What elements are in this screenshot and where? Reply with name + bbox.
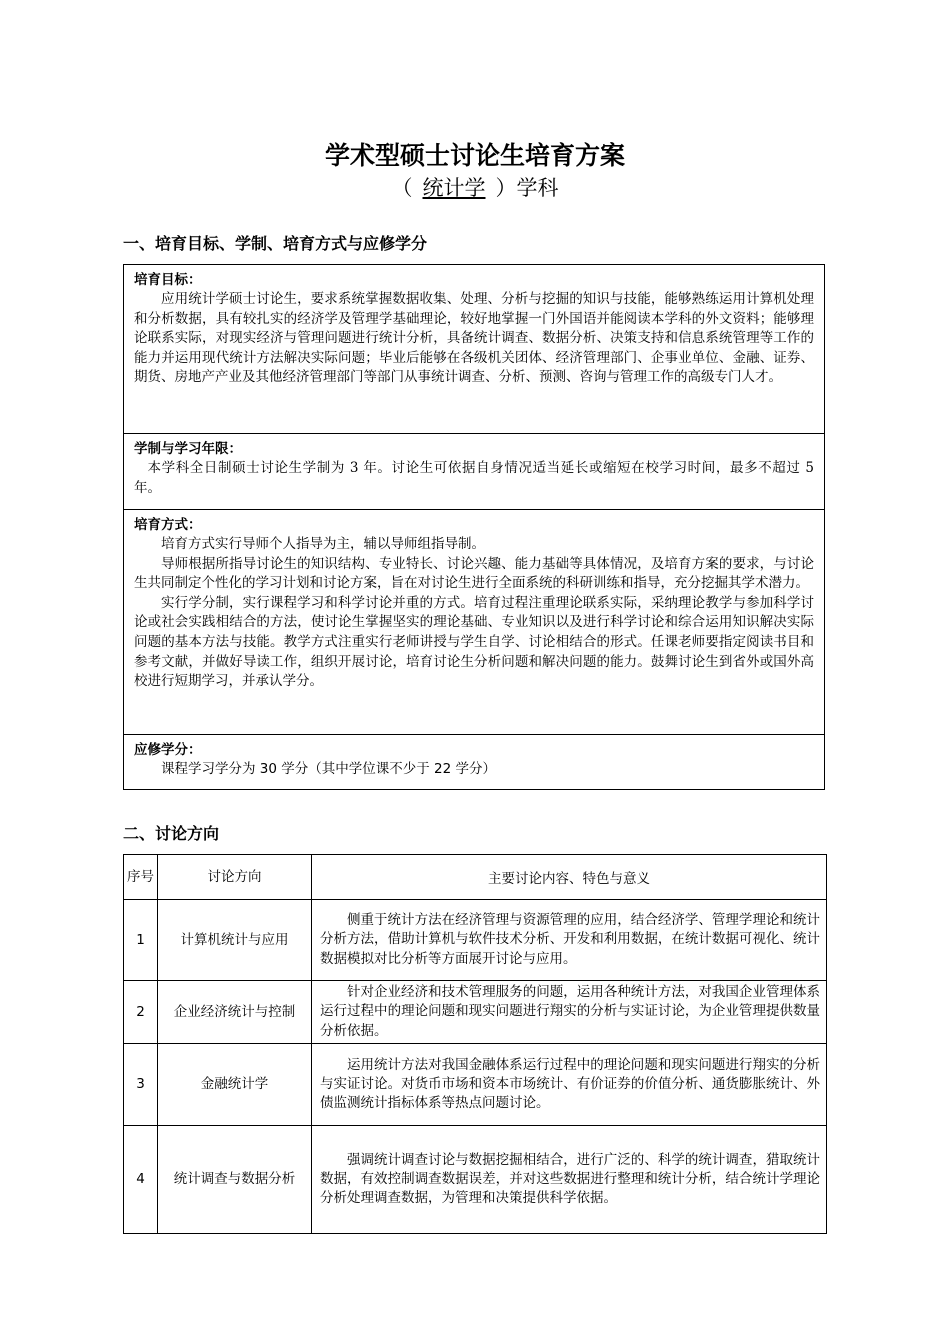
row-no: 2	[124, 981, 158, 1044]
objective-block	[124, 265, 824, 434]
row-no: 1	[124, 900, 158, 981]
credits-label: 应修学分：	[134, 742, 202, 758]
row-content: 针对企业经济和技术管理服务的问题，运用各种统计方法，对我国企业管理体系运行过程中的理论问题和现实问题进行翔实的分析与实证讨论，为企业管理提供数量分析依据。	[320, 984, 820, 1039]
method-paragraph: 培育方式实行导师个人指导为主，辅以导师组指导制。	[161, 536, 485, 552]
table-header-row	[124, 855, 827, 900]
header-direction: 讨论方向	[158, 855, 312, 900]
subject-open: （	[391, 176, 413, 200]
row-content: 强调统计调查讨论与数据挖掘相结合，进行广泛的、科学的统计调查，猎取统计数据，有效控制调查数据误差，并对这些数据进行整理和统计分析，结合统计学理论分析处理调查数据，为管理和决策提供科学依据。	[320, 1151, 820, 1207]
program-info-box	[123, 264, 825, 790]
row-content-cell	[312, 900, 827, 981]
row-direction: 金融统计学	[158, 1044, 312, 1126]
row-content: 运用统计方法对我国金融体系运行过程中的理论问题和现实问题进行翔实的分析与实证讨论。对货币市场和资本市场统计、有价证券的价值分析、通货膨胀统计、外债监测统计指标体系等热点问题讨论。	[320, 1056, 820, 1112]
row-direction: 企业经济统计与控制	[158, 981, 312, 1044]
method-paragraph: 实行学分制，实行课程学习和科学讨论并重的方式。培育过程注重理论联系实际，采纳理论教学与参加科学讨论或社会实践相结合的方法，使讨论生掌握坚实的理论基础、专业知识以及进行科学讨论和综合运用知识解决实际问题的基本方法与技能。教学方式注重实行老师讲授与学生自学、讨论相结合的形式。任课老师要指定阅读书目和参考文献，并做好导读工作，组织开展讨论，培育讨论生分析问题和解决问题的能力。鼓舞讨论生到省外或国外高校进行短期学习，并承认学分。	[134, 594, 814, 690]
section-2-heading: 二、讨论方向	[123, 824, 220, 843]
duration-label: 学制与学习年限：	[134, 441, 242, 457]
method-block	[124, 510, 824, 735]
objective-label: 培育目标：	[134, 272, 202, 288]
duration-text: 本学科全日制硕士讨论生学制为 3 年。讨论生可依据自身情况适当延长或缩短在校学习时间，最多不超过 5 年。	[134, 460, 814, 496]
row-no: 4	[124, 1126, 158, 1234]
header-no: 序号	[124, 855, 158, 900]
row-content: 侧重于统计方法在经济管理与资源管理的应用，结合经济学、管理学理论和统计分析方法，借助计算机与软件技术分析、开发和利用数据，在统计数据可视化、统计数据模拟对比分析等方面展开讨论与应用。	[320, 911, 820, 967]
page-title: 学术型硕士讨论生培育方案	[324, 141, 625, 170]
method-paragraph: 导师根据所指导讨论生的知识结构、专业特长、讨论兴趣、能力基础等具体情况，及培育方案的要求，与讨论生共同制定个性化的学习计划和讨论方案，旨在对讨论生进行全面系统的科研训练和指导，充分挖掘其学术潜力。	[134, 555, 814, 592]
page-subtitle	[0, 172, 950, 202]
table-row	[124, 900, 827, 981]
objective-text: 应用统计学硕士讨论生，要求系统掌握数据收集、处理、分析与挖掘的知识与技能，能够熟练运用计算机处理和分析数据，具有较扎实的经济学及管理学基础理论，较好地掌握一门外国语并能阅读本学科的外文资料；能够理论联系实际，对现实经济与管理问题进行统计分析，具备统计调查、数据分析、决策支持和信息系统管理等工作的能力并运用现代统计方法解决实际问题；毕业后能够在各级机关团体、经济管理部门、企事业单位、金融、证券、期货、房地产产业及其他经济管理部门等部门从事统计调查、分析、预测、咨询与管理工作的高级专门人才。	[134, 291, 814, 386]
row-direction: 统计调查与数据分析	[158, 1126, 312, 1234]
row-content-cell	[312, 1044, 827, 1126]
row-content-cell	[312, 981, 827, 1044]
row-direction: 计算机统计与应用	[158, 900, 312, 981]
row-content-cell	[312, 1126, 827, 1234]
table-row	[124, 1044, 827, 1126]
row-no: 3	[124, 1044, 158, 1126]
credits-text: 课程学习学分为 30 学分（其中学位课不少于 22 学分）	[161, 761, 497, 777]
table-row	[124, 981, 827, 1044]
table-row	[124, 1126, 827, 1234]
subject-name: 统计学	[422, 176, 486, 200]
credits-block	[124, 735, 824, 789]
subject-close: ）学科	[495, 176, 559, 200]
duration-block	[124, 434, 824, 510]
research-directions-table	[123, 854, 827, 1234]
method-label: 培育方式：	[134, 517, 202, 533]
section-1-heading: 一、培育目标、学制、培育方式与应修学分	[123, 234, 428, 253]
header-content: 主要讨论内容、特色与意义	[312, 855, 827, 900]
